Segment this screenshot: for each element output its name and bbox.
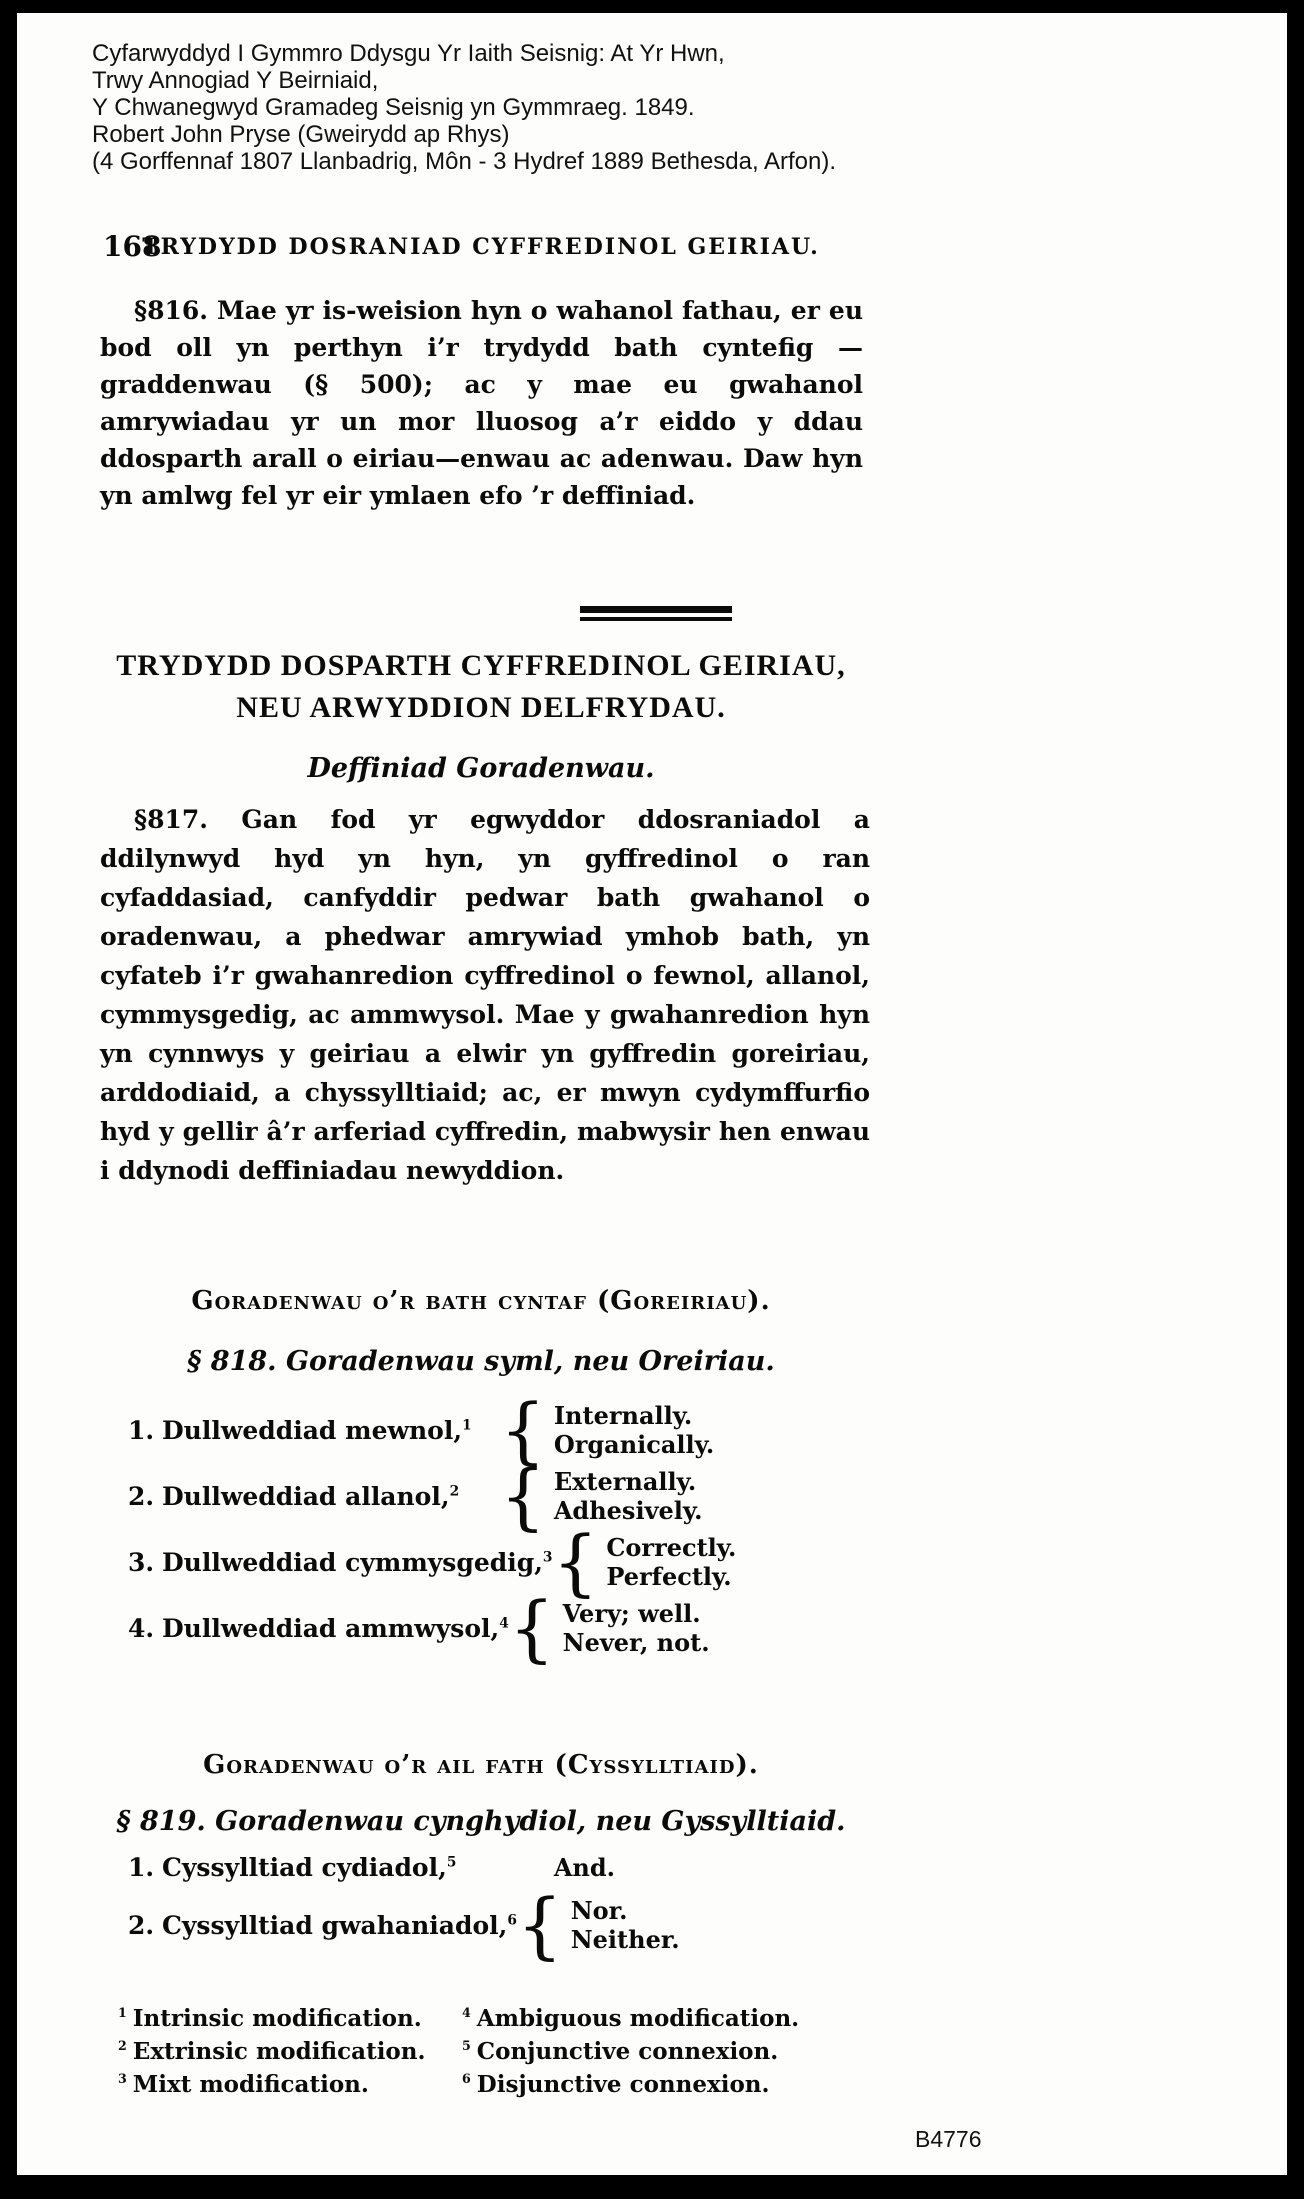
chapter-heading-line2: NEU ARWYDDION DELFRYDAU. (236, 691, 726, 724)
catalogue-title-line: Trwy Annogiad Y Beirniaid, (92, 67, 379, 94)
page-number: 168 (103, 230, 162, 263)
footnote (462, 2068, 799, 2101)
chapter-heading (95, 645, 867, 729)
footnote-number: 2 (118, 2038, 127, 2054)
footnote-ref: 1 (462, 1417, 472, 1434)
running-title: TRYDYDD DOSRANIAD CYFFREDINOL GEIRIAU. (142, 234, 820, 260)
footnote-ref: 5 (446, 1854, 457, 1871)
gloss-row-allanol (128, 1454, 788, 1538)
gloss-text: Perfectly. (606, 1562, 732, 1591)
footnote (462, 2035, 799, 2068)
footnote (118, 2068, 426, 2101)
paragraph-816: §816. Mae yr is-weision hyn o wahanol fathau, er eu bod oll yn perthyn i’r trydydd bath cyntefig — graddenwau (§ 500); ac y mae eu gwahanol amrywiadau yr un mor lluosog a’r eiddo y ddau ddosparth arall o eiriau—enwau ac adenwau. Daw hyn yn amlwg fel yr eir ymlaen efo ’r deffiniad. (100, 296, 863, 510)
gloss-text: Never, not. (562, 1628, 710, 1657)
footnote-number: 1 (118, 2005, 127, 2021)
footnotes-right-column (462, 2002, 799, 2101)
brace-glyph: { (508, 1586, 555, 1670)
item-label: Dullweddiad ammwysol, (162, 1613, 500, 1643)
brace-glyph: { (516, 1883, 563, 1967)
footnote-text: Conjunctive connexion. (476, 2038, 779, 2065)
paragraph-817: §817. Gan fod yr egwyddor ddosraniadol a ddilynwyd hyd yn hyn, yn gyffredinol o ran cyfaddasiad, canfyddir pedwar bath gwahanol o oradenwau, a phedwar amrywiad ymhob bath, yn cyfateb i’r gwahanredion cyffredinol o fewnol, allanol, cymmysgedig, ac ammwysol. Mae y gwahanredion hyn yn cynnwys y geiriau a elwir yn gyffredin goreiriau, arddodiaid, a chyssylltiaid; ac, er mwyn cydymffurfio hyd y gellir â’r arferiad cyffredin, mabwysir hen enwau i ddynodi deffiniadau newyddion. (100, 805, 870, 1185)
footnote-number: 5 (462, 2038, 471, 2054)
gloss-text: Externally. (553, 1467, 697, 1496)
footnotes-left-column (118, 2002, 426, 2101)
gloss-text: Neither. (570, 1925, 680, 1954)
footnote (118, 2035, 426, 2068)
footnote (462, 2002, 799, 2035)
catalogue-title-line: Y Chwanegwyd Gramadeg Seisnig yn Gymmraeg. 1849. (92, 94, 695, 121)
footnote (118, 2002, 426, 2035)
footnote-text: Disjunctive connexion. (476, 2071, 770, 2098)
divider-bar-top (580, 606, 732, 613)
footnote-ref: 4 (499, 1615, 509, 1632)
section-818-heading: Goradenwau o’r bath cyntaf (Goreiriau). (191, 1286, 771, 1316)
gloss-text: Organically. (553, 1430, 715, 1459)
section-819-subtitle: § 819. Goradenwau cynghydiol, neu Gyssylltiaid. (116, 1806, 846, 1837)
gloss-text: Internally. (553, 1401, 693, 1430)
running-header (95, 230, 867, 264)
catalogue-title-line: Cyfarwyddyd I Gymmro Ddysgu Yr Iaith Seisnig: At Yr Hwn, (92, 40, 725, 67)
catalogue-dates-line: (4 Gorffennaf 1807 Llanbadrig, Môn - 3 Hydref 1889 Bethesda, Arfon). (92, 148, 837, 175)
item-number: 2. (128, 1910, 155, 1940)
footnote-text: Mixt modification. (132, 2071, 369, 2098)
brace-glyph: { (500, 1388, 546, 1472)
item-number: 2. (128, 1481, 155, 1511)
gloss-row-ammwysol (128, 1586, 788, 1670)
item-number: 1. (128, 1415, 155, 1445)
shelf-mark: B4776 (915, 2126, 982, 2152)
footnote-number: 3 (118, 2071, 127, 2087)
gloss-text: Very; well. (562, 1599, 701, 1628)
footnote-text: Intrinsic modification. (132, 2005, 422, 2032)
gloss-text: And. (553, 1852, 616, 1882)
brace-glyph: { (500, 1454, 546, 1538)
section-818-subtitle: § 818. Goradenwau syml, neu Oreiriau. (187, 1346, 775, 1377)
item-label: Dullweddiad allanol, (162, 1481, 450, 1511)
footnote-number: 6 (462, 2071, 471, 2087)
item-label: Cyssylltiad cydiadol, (162, 1852, 447, 1882)
footnote-text: Ambiguous modification. (476, 2005, 800, 2032)
gloss-row-cymmysgedig (128, 1520, 788, 1604)
catalogue-header (92, 40, 1072, 175)
section-819-heading: Goradenwau o’r ail fath (Cyssylltiaid). (203, 1750, 759, 1780)
item-label: Dullweddiad cymmysgedig, (162, 1547, 543, 1577)
gloss-text: Correctly. (606, 1533, 737, 1562)
footnote-text: Extrinsic modification. (132, 2038, 426, 2065)
footnote-ref: 6 (507, 1912, 517, 1929)
gloss-row-cydiadol (128, 1845, 788, 1889)
catalogue-author-line: Robert John Pryse (Gweirydd ap Rhys) (92, 121, 510, 148)
footnote-number: 4 (462, 2005, 471, 2021)
divider-bar-bottom (580, 617, 732, 621)
item-number: 3. (128, 1547, 155, 1577)
footnote-ref: 3 (542, 1549, 553, 1566)
item-number: 1. (128, 1852, 155, 1882)
gloss-row-mewnol (128, 1388, 788, 1472)
footnote-ref: 2 (449, 1483, 460, 1500)
section-divider-rule (580, 606, 732, 621)
item-label: Cyssylltiad gwahaniadol, (162, 1910, 508, 1940)
gloss-text: Nor. (570, 1896, 628, 1925)
gloss-row-gwahaniadol (128, 1883, 788, 1967)
item-label: Dullweddiad mewnol, (162, 1415, 463, 1445)
chapter-subtitle: Deffiniad Goradenwau. (307, 753, 655, 784)
item-number: 4. (128, 1613, 155, 1643)
gloss-text: Adhesively. (553, 1496, 703, 1525)
chapter-heading-line1: TRYDYDD DOSPARTH CYFFREDINOL GEIRIAU, (116, 649, 846, 682)
brace-glyph: { (552, 1520, 599, 1604)
